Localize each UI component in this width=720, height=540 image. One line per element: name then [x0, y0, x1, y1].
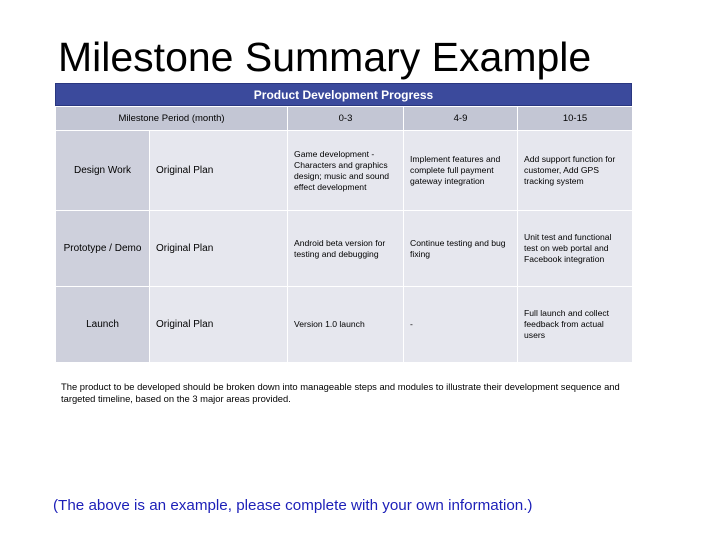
plan-cell: Original Plan — [150, 287, 288, 363]
period-row — [56, 107, 633, 131]
period-header: 0-3 — [288, 107, 404, 131]
milestone-cell: Android beta version for testing and debugging — [288, 211, 404, 287]
milestone-cell: Continue testing and bug fixing — [404, 211, 518, 287]
milestone-table — [55, 83, 632, 363]
milestone-cell: Implement features and complete full payment gateway integration — [404, 131, 518, 211]
milestone-cell: - — [404, 287, 518, 363]
plan-cell: Original Plan — [150, 211, 288, 287]
table-header: Product Development Progress — [55, 83, 632, 106]
period-header: 10-15 — [518, 107, 633, 131]
area-cell: Design Work — [56, 131, 150, 211]
milestone-cell: Version 1.0 launch — [288, 287, 404, 363]
area-cell: Launch — [56, 287, 150, 363]
milestone-grid — [55, 106, 633, 363]
footer-note: (The above is an example, please complete with your own information.) — [53, 497, 533, 514]
table-row — [56, 211, 633, 287]
table-row — [56, 287, 633, 363]
milestone-cell: Full launch and collect feedback from actual users — [518, 287, 633, 363]
period-label: Milestone Period (month) — [56, 107, 288, 131]
page-title: Milestone Summary Example — [58, 34, 592, 80]
milestone-cell: Unit test and functional test on web portal and Facebook integration — [518, 211, 633, 287]
milestone-cell: Add support function for customer, Add GPS tracking system — [518, 131, 633, 211]
plan-cell: Original Plan — [150, 131, 288, 211]
area-cell: Prototype / Demo — [56, 211, 150, 287]
table-row — [56, 131, 633, 211]
instruction-note: The product to be developed should be broken down into manageable steps and modules to illustrate their development sequence and targeted timeline, based on the 3 major areas provided. — [61, 381, 620, 404]
milestone-cell: Game development - Characters and graphics design; music and sound effect development — [288, 131, 404, 211]
period-header: 4-9 — [404, 107, 518, 131]
